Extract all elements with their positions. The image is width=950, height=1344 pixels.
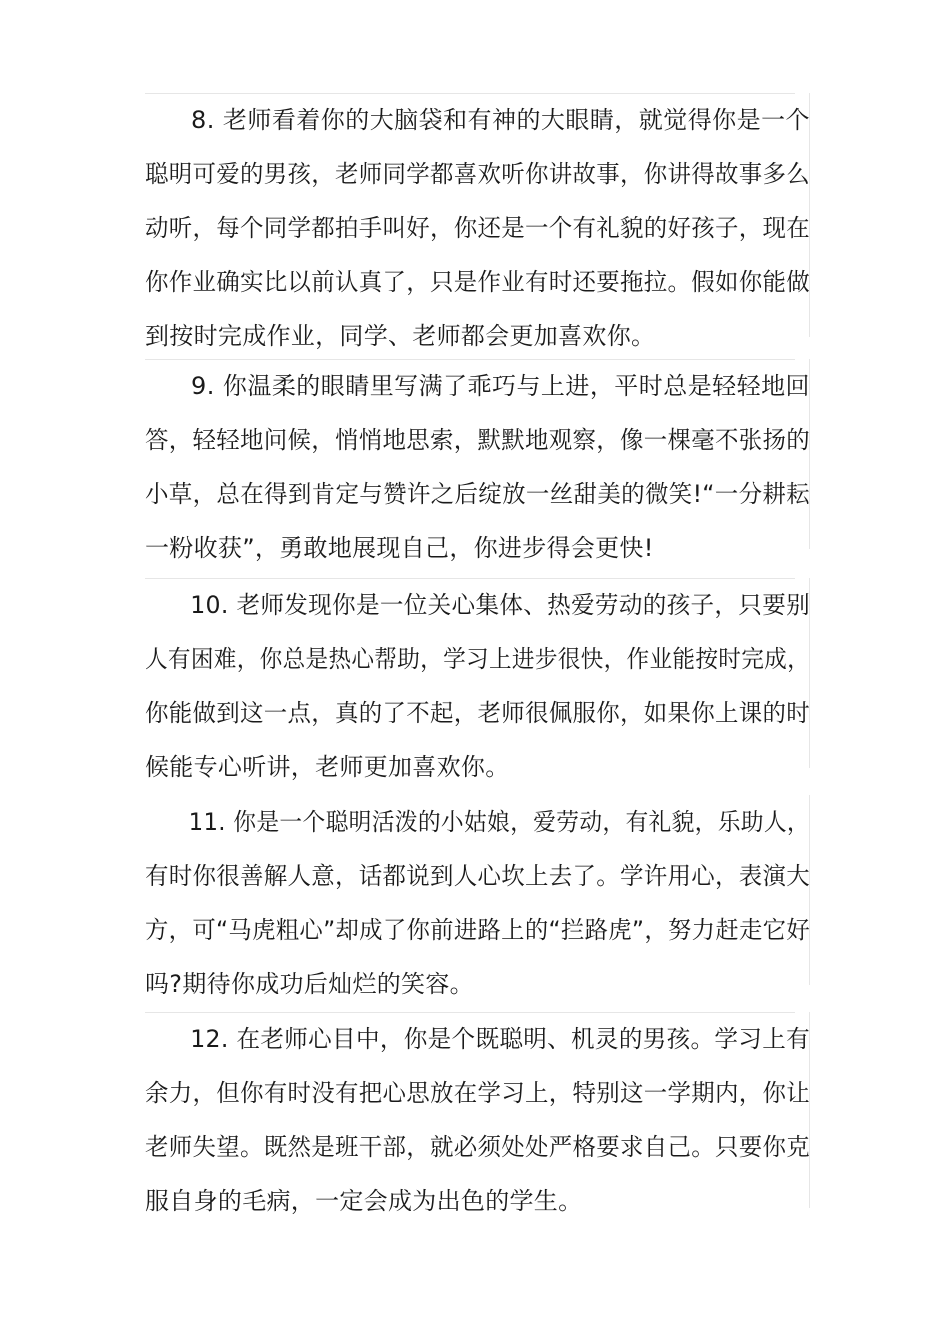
paragraph-line: 11. 你是一个聪明活泼的小姑娘，爱劳动，有礼貌，乐助人， — [188, 808, 810, 836]
paragraph-line: 8. 老师看着你的大脑袋和有神的大眼睛，就觉得你是一个 — [191, 106, 810, 134]
paragraph-line: 服自身的毛病，一定会成为出色的学生。 — [145, 1187, 583, 1215]
paragraph-line: 人有困难，你总是热心帮助，学习上进步很快，作业能按时完成， — [145, 645, 810, 673]
paragraph-line: 动听，每个同学都拍手叫好，你还是一个有礼貌的好孩子，现在 — [145, 214, 810, 242]
paragraph-line: 有时你很善解人意，话都说到人心坎上去了。学许用心，表演大 — [145, 862, 810, 890]
paragraph-line: 12. 在老师心目中，你是个既聪明、机灵的男孩。学习上有 — [190, 1025, 810, 1053]
paragraph-line: 你作业确实比以前认真了，只是作业有时还要拖拉。假如你能做 — [145, 268, 810, 296]
paragraph-number: 9. — [191, 372, 215, 400]
paragraph-number: 8. — [191, 106, 215, 134]
paragraph-line: 余力，但你有时没有把心思放在学习上，特别这一学期内，你让 — [145, 1079, 810, 1107]
paragraph-8 — [145, 93, 815, 363]
paragraph-line: 方，可“马虎粗心”却成了你前进路上的“拦路虎”，努力赶走它好 — [145, 916, 810, 944]
paragraph-line: 聪明可爱的男孩，老师同学都喜欢听你讲故事，你讲得故事多么 — [145, 160, 810, 188]
paragraph-line: 吗?期待你成功后灿烂的笑容。 — [145, 970, 474, 998]
paragraph-line: 到按时完成作业，同学、老师都会更加喜欢你。 — [145, 322, 656, 350]
paragraph-number: 10. — [190, 591, 229, 619]
paragraph-number: 12. — [190, 1025, 229, 1053]
paragraph-line: 你能做到这一点，真的了不起，老师很佩服你，如果你上课的时 — [145, 699, 810, 727]
paragraph-line: 小草，总在得到肯定与赞许之后绽放一丝甜美的微笑!“一分耕耘 — [145, 480, 810, 508]
paragraph-line: 10. 老师发现你是一位关心集体、热爱劳动的孩子，只要别 — [190, 591, 810, 619]
paragraph-line: 一粉收获”，勇敢地展现自己，你进步得会更快! — [145, 534, 654, 562]
paragraph-line: 候能专心听讲，老师更加喜欢你。 — [145, 753, 510, 781]
paragraph-line: 9. 你温柔的眼睛里写满了乖巧与上进，平时总是轻轻地回 — [191, 372, 810, 400]
paragraph-line: 老师失望。既然是班干部，就必须处处严格要求自己。只要你克 — [145, 1133, 810, 1161]
paragraph-line: 答，轻轻地问候，悄悄地思索，默默地观察，像一棵毫不张扬的 — [145, 426, 810, 454]
paragraph-number: 11. — [188, 808, 226, 836]
paragraph-9 — [145, 359, 815, 575]
paragraph-10 — [145, 578, 815, 794]
paragraph-11 — [145, 795, 815, 1011]
paragraph-12 — [145, 1012, 815, 1228]
